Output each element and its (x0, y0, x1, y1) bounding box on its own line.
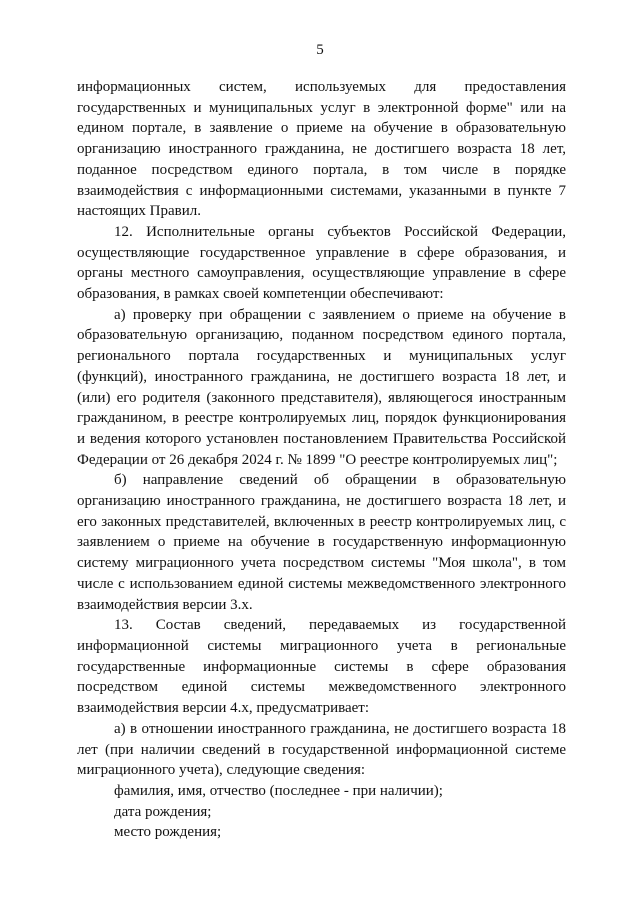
list-item-full-name: фамилия, имя, отчество (последнее - при наличии); (114, 782, 443, 799)
document-body (77, 77, 566, 843)
list-item-birth-date: дата рождения; (114, 803, 212, 820)
paragraph-clause-12-b: б) направление сведений об обращении в образовательную организацию иностранного гражданина, не достигшего возраста 18 лет, и его законных представителей, включенных в реестр контролируемых лиц, с заявлением о приеме на обучение в государственную информационную систему миграционного учета посредством системы "Моя школа", в том числе с использованием единой системы межведомственного электронного взаимодействия версии 3.x. (77, 472, 566, 613)
paragraph-clause-13-a: а) в отношении иностранного гражданина, не достигшего возраста 18 лет (при наличии сведений в государственной информационной системе миграционного учета), следующие сведения: (77, 720, 566, 779)
page-number: 5 (316, 42, 324, 58)
list-item-birth-place: место рождения; (114, 824, 222, 841)
paragraph-clause-12: 12. Исполнительные органы субъектов Российской Федерации, осуществляющие государственное управление в сфере образования, и органы местного самоуправления, осуществляющие управление в сфере образования, в рамках своей компетенции обеспечивают: (77, 223, 566, 303)
paragraph-clause-13: 13. Состав сведений, передаваемых из государственной информационной системы миграционного учета в региональные государственные информационные системы в сфере образования посредством единой системы межведомственного электронного взаимодействия версии 4.x, предусматривает: (77, 617, 566, 717)
paragraph-continuation: информационных систем, используемых для предоставления государственных и муниципальных услуг в электронной форме" или на едином портале, в заявление о приеме на обучение в образовательную организацию иностранного гражданина, не достигшего возраста 18 лет, поданное посредством единого портала, в том числе в порядке взаимодействия с информационными системами, указанными в пункте 7 настоящих Правил. (77, 79, 566, 220)
paragraph-clause-12-a: а) проверку при обращении с заявлением о приеме на обучение в образовательную организацию, поданном посредством единого портала, регионального портала государственных и муниципальных услуг (функций), иностранного гражданина, не достигшего возраста 18 лет, и (или) его родителя (законного представителя), являющегося иностранным гражданином, в реестре контролируемых лиц, порядок функционирования и ведения которого установлен постановлением Правительства Российской Федерации от 26 декабря 2024 г. № 1899 "О реестре контролируемых лиц"; (77, 306, 566, 468)
